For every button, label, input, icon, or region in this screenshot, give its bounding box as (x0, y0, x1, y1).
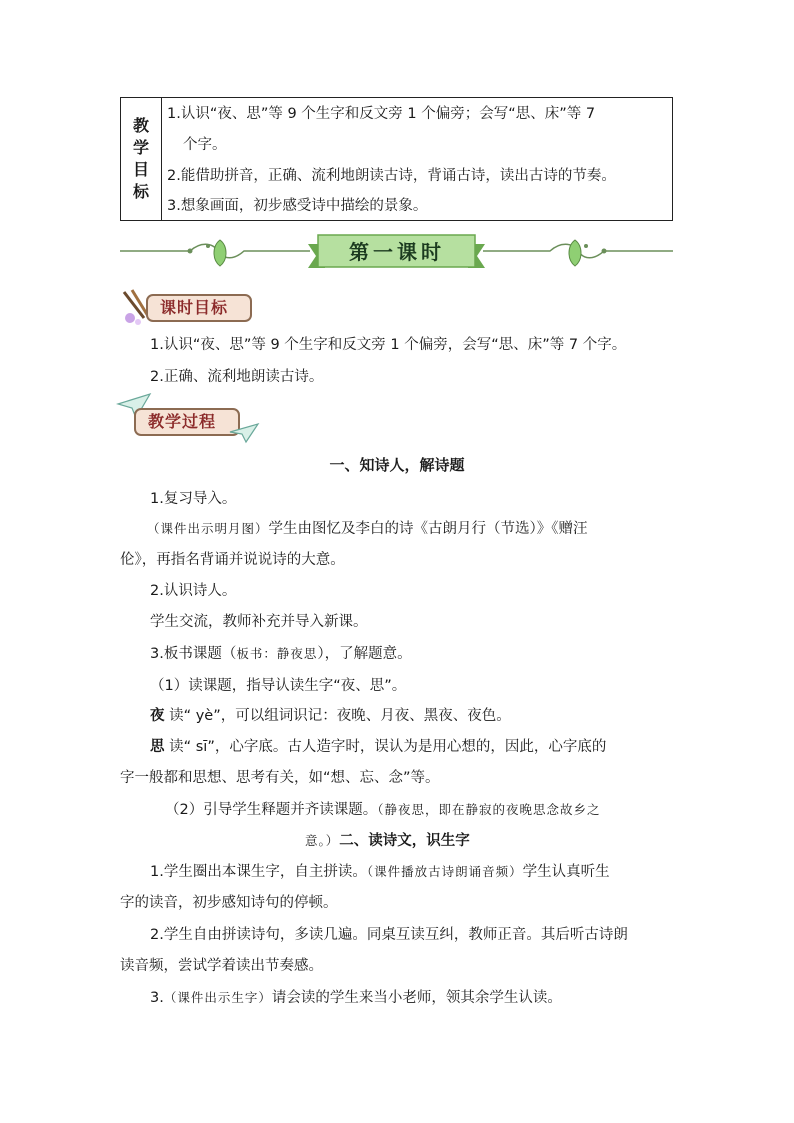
key-character: 夜 (150, 708, 165, 724)
banner-title: 第一课时 (349, 240, 445, 264)
stage-note: （课件出示明月图） (147, 521, 269, 536)
text-line (150, 706, 511, 726)
text-line (150, 644, 412, 664)
lesson-goal-item: 2.正确、流利地朗读古诗。 (150, 369, 324, 385)
text-fragment: 3. (150, 990, 164, 1006)
objectives-header-char: 目 (132, 160, 149, 179)
lesson-goals-tag (146, 294, 252, 322)
text-line: （1）读课题，指导认读生字“夜、思”。 (150, 678, 407, 694)
objective-item: 3.想象画面，初步感受诗中描绘的景象。 (167, 198, 428, 214)
text-fragment: 学生由图忆及李白的诗《古朗月行（节选）》《赠汪 (268, 521, 588, 537)
stage-note: （课件出示生字） (163, 990, 272, 1005)
key-character: 思 (150, 739, 165, 755)
text-line (147, 519, 588, 539)
objectives-header-char: 教 (132, 116, 149, 135)
text-line (150, 737, 606, 757)
stage-note: （静夜思，即在静寂的夜晚思念故乡之 (377, 802, 601, 817)
vine-left-decoration (120, 240, 310, 266)
objectives-header-char: 学 (132, 138, 149, 157)
text-fragment: 1.学生圈出本课生字，自主拼读。 (150, 864, 367, 880)
text-line: 伦》，再指名背诵并说说诗的大意。 (120, 552, 345, 568)
text-line: 2.认识诗人。 (150, 583, 237, 599)
text-line: 1.复习导入。 (150, 491, 237, 507)
text-line: 学生交流，教师补充并导入新课。 (150, 614, 368, 630)
stage-note: 板书：静夜思 (236, 646, 318, 661)
objective-item-continued: 个字。 (183, 137, 227, 153)
vine-right-decoration (483, 240, 673, 266)
text-line: 读音频，尝试学着读出节奏感。 (120, 958, 323, 974)
text-line: 字一般都和思想、思考有关，如“想、忘、念”等。 (120, 770, 440, 786)
text-line (150, 988, 562, 1008)
lesson-goals-tag-label: 课时目标 (160, 298, 229, 317)
text-fragment: 3.板书课题（ (150, 646, 237, 662)
text-line: 2.学生自由拼读诗句，多读几遍。同桌互读互纠，教师正音。其后听古诗朗 (150, 927, 628, 943)
lesson-goal-item: 1.认识“夜、思”等 9 个生字和反文旁 1 个偏旁，会写“思、床”等 7 个字。 (150, 337, 627, 353)
text-fragment: （2）引导学生释题并齐读课题。 (165, 802, 378, 818)
process-tag (134, 408, 240, 436)
objectives-body (161, 98, 672, 220)
objectives-header (121, 98, 162, 220)
text-line (305, 831, 470, 851)
text-fragment: 读“ sī”，心字底。古人造字时，误认为是用心想的，因此，心字底的 (164, 739, 607, 755)
objectives-header-char: 标 (132, 182, 149, 201)
process-tag-label: 教学过程 (148, 412, 217, 431)
text-fragment: 读“ yè”，可以组词识记：夜晚、月夜、黑夜、夜色。 (164, 708, 511, 724)
text-fragment: ），了解题意。 (317, 646, 412, 662)
section-title: 二、读诗文，识生字 (339, 833, 470, 849)
text-fragment: 请会读的学生来当小老师，领其余学生认读。 (271, 990, 562, 1006)
section-title: 一、知诗人，解诗题 (329, 456, 465, 474)
paper-plane-icon (228, 420, 260, 444)
text-fragment: 学生认真听生 (522, 864, 610, 880)
objective-item: 2.能借助拼音，正确、流利地朗读古诗，背诵古诗，读出古诗的节奏。 (167, 168, 616, 184)
objectives-table (120, 97, 673, 221)
stage-note: 意。） (305, 833, 340, 848)
objective-item: 1.认识“夜、思”等 9 个生字和反文旁 1 个偏旁；会写“思、床”等 7 (167, 106, 596, 122)
text-line (150, 862, 610, 882)
stage-note: （课件播放古诗朗诵音频） (366, 864, 523, 879)
text-line: 字的读音，初步感知诗句的停顿。 (120, 895, 338, 911)
text-line (165, 800, 601, 820)
